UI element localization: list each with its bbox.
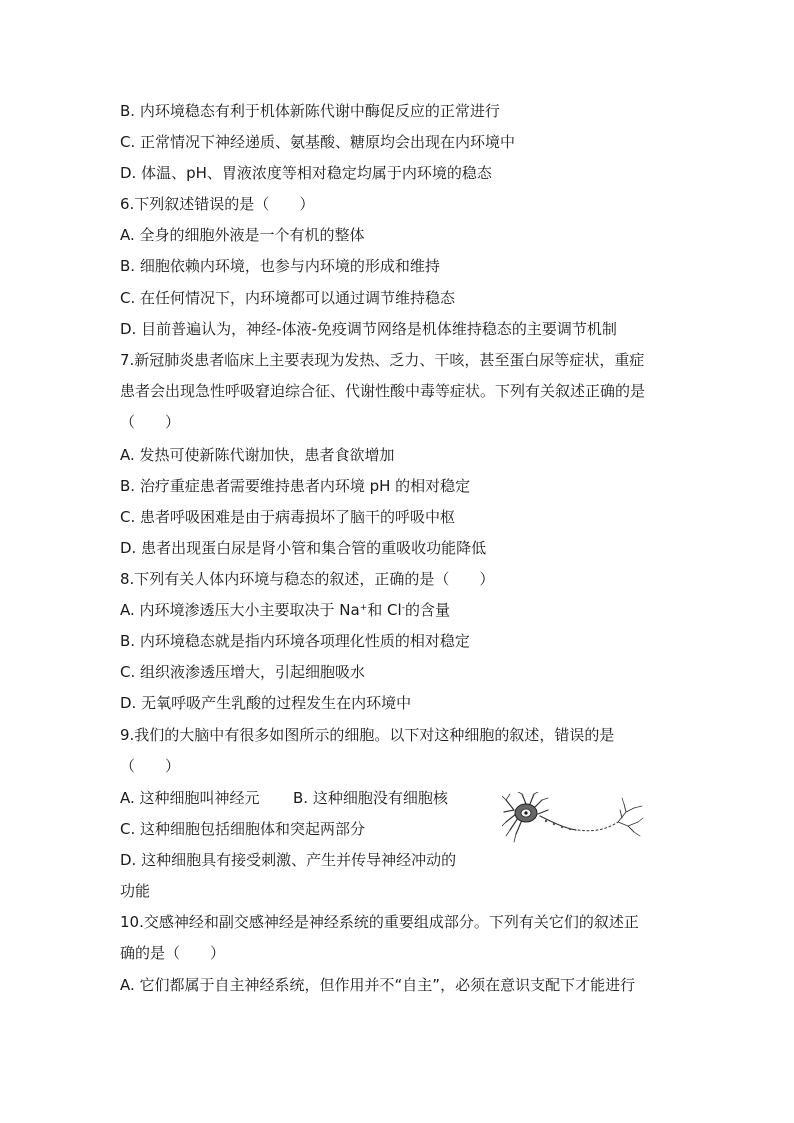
q7-stem-line3: （ ）	[120, 413, 181, 431]
q9-option-d: D. 这种细胞具有接受刺激、产生并传导神经冲动的	[120, 851, 457, 869]
q10-option-a: A. 它们都属于自主神经系统，但作用并不“自主”，必须在意识支配下才能进行	[120, 976, 636, 994]
q7-option-b: B. 治疗重症患者需要维持患者内环境 pH 的相对稳定	[120, 477, 471, 495]
q9-option-a: A. 这种细胞叫神经元	[120, 789, 260, 807]
q7-option-c: C. 患者呼吸困难是由于病毒损坏了脑干的呼吸中枢	[120, 508, 456, 526]
q5-option-c: C. 正常情况下神经递质、氨基酸、糖原均会出现在内环境中	[120, 133, 516, 151]
q5-option-b: B. 内环境稳态有利于机体新陈代谢中酶促反应的正常进行	[120, 102, 500, 120]
q8-option-a	[120, 600, 450, 620]
q10-stem-line2: 确的是（ ）	[120, 944, 226, 962]
neuron-illustration	[502, 792, 644, 854]
q7-stem-line1: 7.新冠肺炎患者临床上主要表现为发热、乏力、干咳，甚至蛋白尿等症状，重症	[120, 351, 645, 369]
q9-stem-line1: 9.我们的大脑中有很多如图所示的细胞。以下对这种细胞的叙述，错误的是	[120, 726, 615, 744]
q6-option-b: B. 细胞依赖内环境，也参与内环境的形成和维持	[120, 257, 440, 275]
q10-stem-line1: 10.交感神经和副交感神经是神经系统的重要组成部分。下列有关它们的叙述正	[120, 913, 639, 931]
q8-option-c: C. 组织液渗透压增大，引起细胞吸水	[120, 663, 366, 681]
q6-option-c: C. 在任何情况下，内环境都可以通过调节维持稳态	[120, 289, 456, 307]
q8-option-a-text-3: 的含量	[404, 601, 450, 619]
q9-option-b: B. 这种细胞没有细胞核	[293, 789, 448, 807]
q6-option-d: D. 目前普遍认为，神经-体液-免疫调节网络是机体维持稳态的主要调节机制	[120, 320, 617, 338]
q8-option-a-text-1: A. 内环境渗透压大小主要取决于 Na	[120, 601, 360, 619]
q7-option-a: A. 发热可使新陈代谢加快，患者食欲增加	[120, 446, 395, 464]
chloride-charge-superscript: -	[401, 603, 405, 613]
q5-option-d: D. 体温、pH、胃液浓度等相对稳定均属于内环境的稳态	[120, 164, 492, 182]
q6-stem: 6.下列叙述错误的是（ ）	[120, 195, 315, 213]
q8-option-a-text-2: 和 Cl	[367, 601, 402, 619]
q8-stem: 8.下列有关人体内环境与稳态的叙述，正确的是（ ）	[120, 570, 495, 588]
q7-stem-line2: 患者会出现急性呼吸窘迫综合征、代谢性酸中毒等症状。下列有关叙述正确的是	[120, 382, 646, 400]
q9-option-c: C. 这种细胞包括细胞体和突起两部分	[120, 820, 366, 838]
q9-option-d-cont: 功能	[120, 882, 151, 900]
q8-option-b: B. 内环境稳态就是指内环境各项理化性质的相对稳定	[120, 632, 470, 650]
q7-option-d: D. 患者出现蛋白尿是肾小管和集合管的重吸收功能降低	[120, 539, 487, 557]
q6-option-a: A. 全身的细胞外液是一个有机的整体	[120, 226, 365, 244]
q9-stem-line2: （ ）	[120, 757, 181, 775]
sodium-charge-superscript: +	[359, 603, 368, 613]
q8-option-d: D. 无氧呼吸产生乳酸的过程发生在内环境中	[120, 694, 412, 712]
